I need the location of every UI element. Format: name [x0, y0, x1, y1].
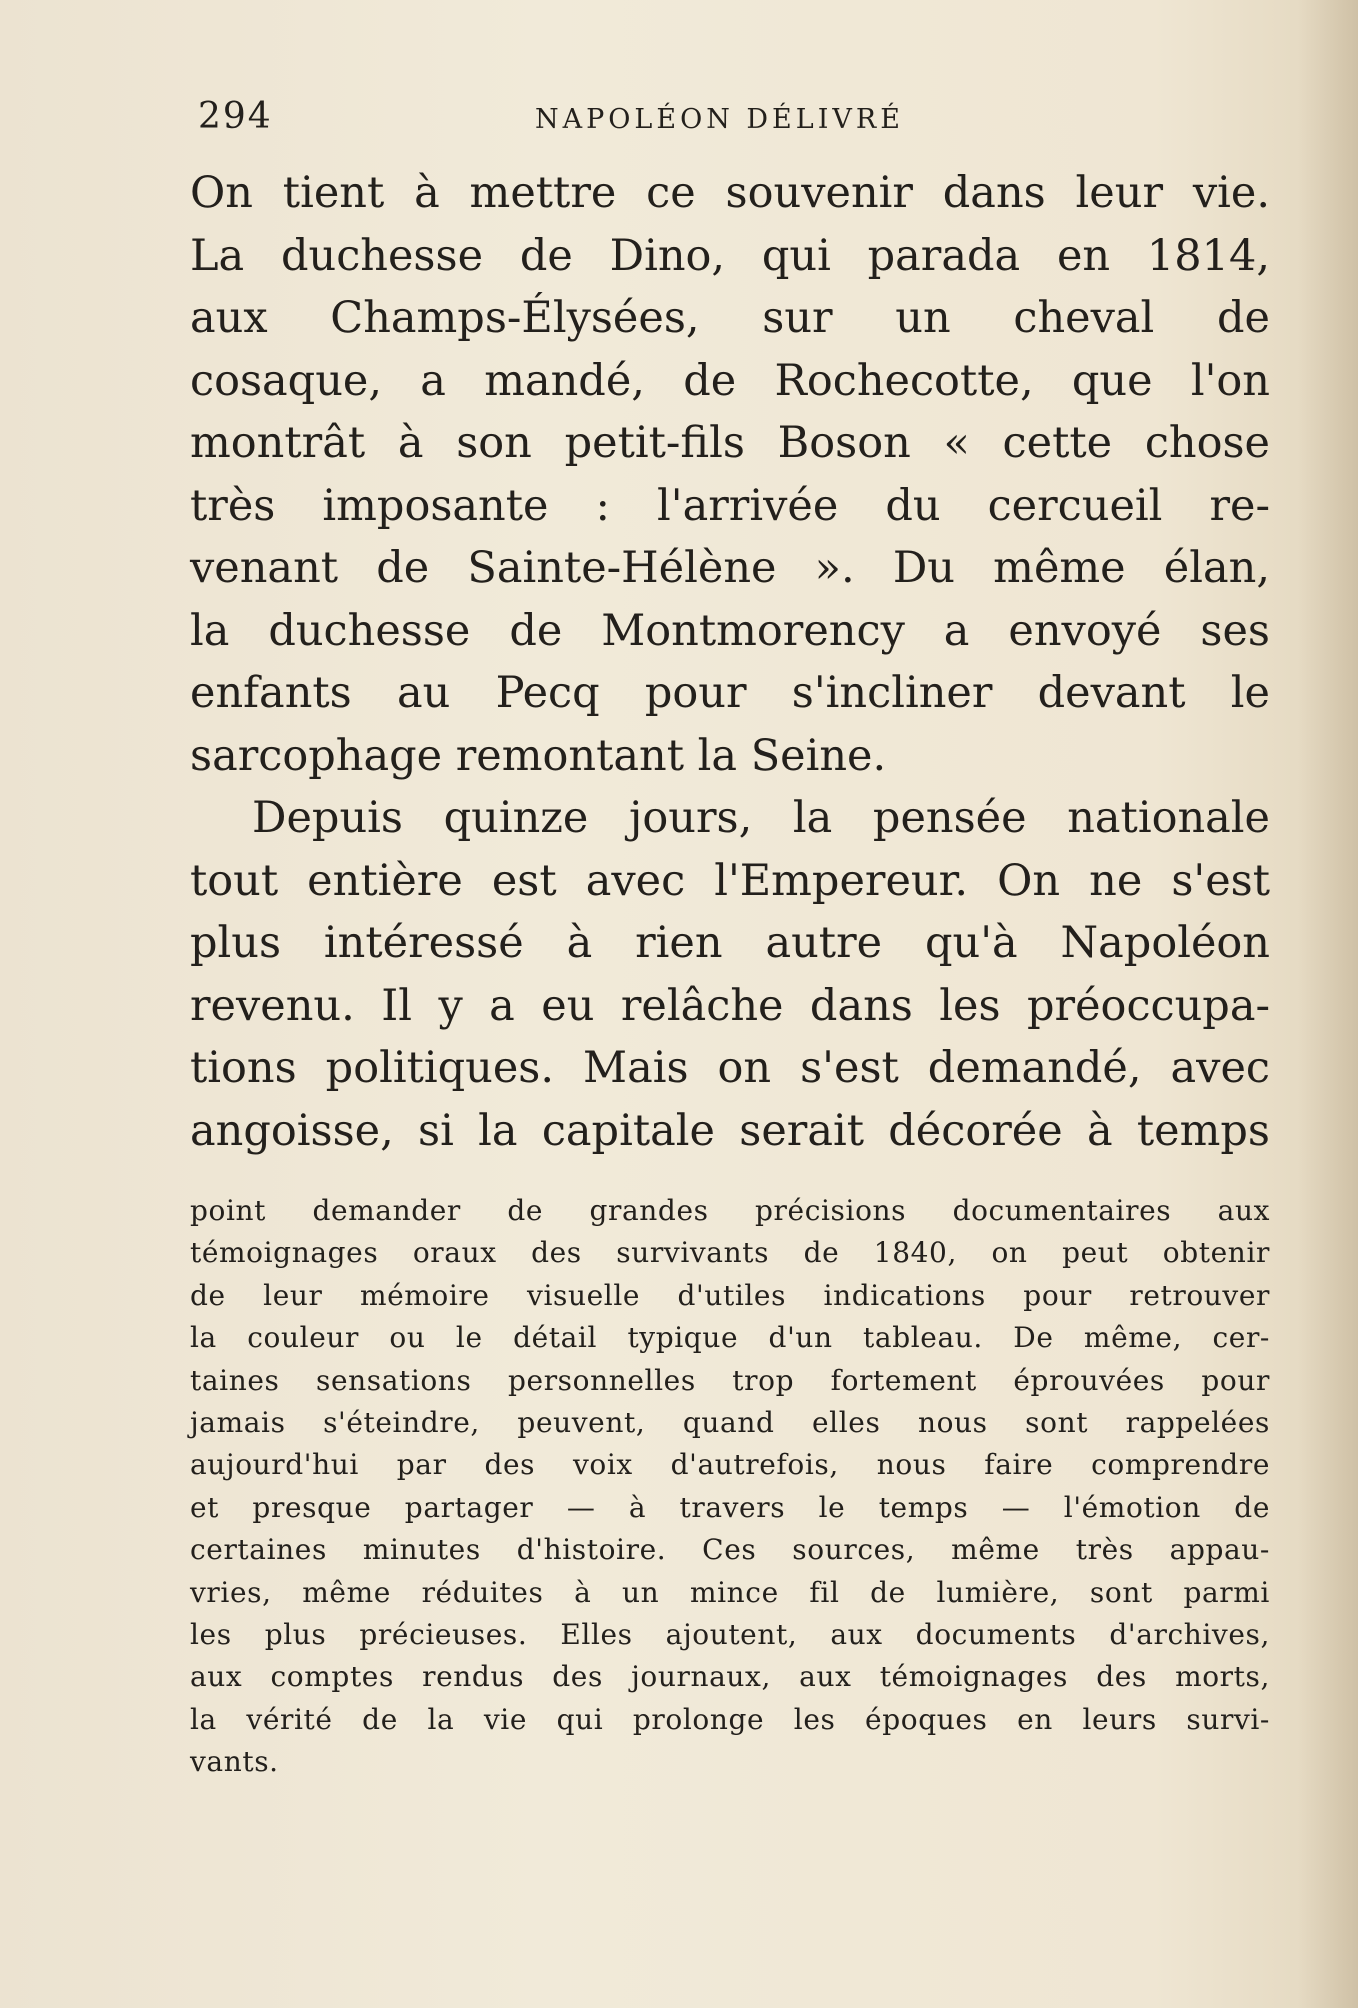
footnote-line: point demander de grandes précisions documentaires aux [190, 1194, 1270, 1227]
text-line: tions politiques. Mais on s'est demandé, avec [190, 1043, 1270, 1093]
footnote-line: vries, même réduites à un mince fil de lumière, sont parmi [190, 1575, 1270, 1609]
footnote-line: aujourd'hui par des voix d'autrefois, nous faire comprendre [190, 1448, 1270, 1482]
text-line: très imposante : l'arrivée du cercueil re- [190, 480, 1270, 531]
text-line: Depuis quinze jours, la pensée nationale [252, 793, 1270, 843]
text-line: la duchesse de Montmorency a envoyé ses [190, 605, 1270, 656]
text-line: plus intéressé à rien autre qu'à Napoléon [190, 918, 1270, 968]
text-line: On tient à mettre ce souvenir dans leur vie. [190, 168, 1270, 218]
footnote-line: jamais s'éteindre, peuvent, quand elles nous sont rappelées [190, 1405, 1270, 1439]
footnote-line: vants. [190, 1745, 279, 1779]
text-line: venant de Sainte-Hélène ». Du même élan, [190, 543, 1270, 593]
text-line: cosaque, a mandé, de Rochecotte, que l'on [190, 355, 1270, 406]
text-line: sarcophage remontant la Seine. [190, 730, 887, 781]
footnote-line: témoignages oraux des survivants de 1840, on peut obtenir [190, 1236, 1270, 1270]
text-line: La duchesse de Dino, qui parada en 1814, [190, 230, 1270, 281]
footnote-line: de leur mémoire visuelle d'utiles indications pour retrouver [190, 1278, 1270, 1312]
footnote-line: la couleur ou le détail typique d'un tableau. De même, cer- [190, 1321, 1270, 1355]
text-line: montrât à son petit-fils Boson « cette chose [190, 418, 1270, 468]
running-title: NAPOLÉON DÉLIVRÉ [535, 104, 904, 135]
text-line: revenu. Il y a eu relâche dans les préoccupa- [190, 980, 1270, 1031]
text-line: enfants au Pecq pour s'incliner devant le [190, 668, 1270, 718]
footnote-line: la vérité de la vie qui prolonge les époques en leurs survi- [190, 1702, 1270, 1736]
footnote [190, 1190, 1270, 1783]
footnote-line: taines sensations personnelles trop fortement éprouvées pour [190, 1363, 1270, 1397]
footnote-line: aux comptes rendus des journaux, aux témoignages des morts, [190, 1660, 1270, 1694]
page-header [190, 96, 1270, 146]
text-line: angoisse, si la capitale serait décorée à temps [190, 1105, 1270, 1156]
footnote-line: les plus précieuses. Elles ajoutent, aux documents d'archives, [190, 1617, 1270, 1651]
text-line: tout entière est avec l'Empereur. On ne s'est [190, 855, 1270, 906]
page-number: 294 [198, 96, 273, 137]
main-text [190, 162, 1270, 1162]
footnote-line: et presque partager — à travers le temps — l'émotion de [190, 1490, 1270, 1524]
page-edge-shadow [1298, 0, 1358, 2008]
footnote-line: certaines minutes d'histoire. Ces sources, même très appau- [190, 1533, 1270, 1567]
text-line: aux Champs-Élysées, sur un cheval de [190, 293, 1270, 343]
